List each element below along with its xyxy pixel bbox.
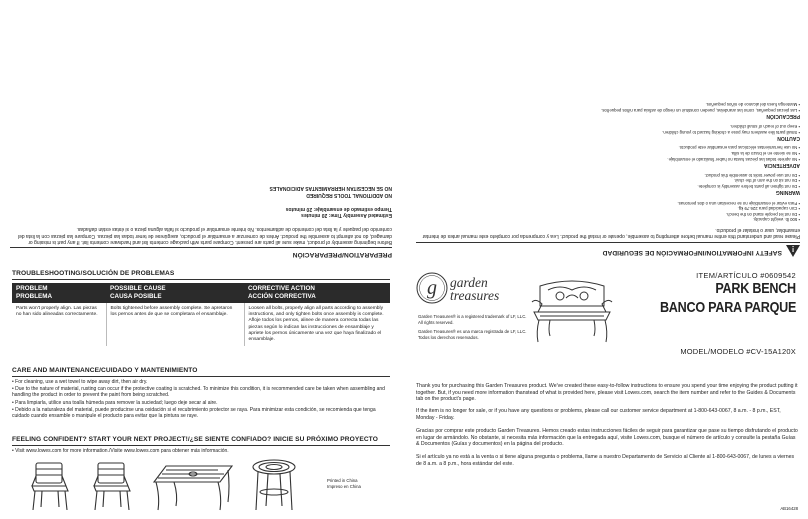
tools-en: NO ADDITIONAL TOOLS REQUIRED [306,191,392,198]
rectangular-table-illustration [152,462,234,517]
thanks-en: Thank you for purchasing this Garden Treasures product. We've created these easy-to-follow instructions to ensure you spend your time enjoying the product putting it together. But, if you need more information thanstead of what is provided here, please visit Lowes.com, search the item number and refer to the Guides & Documents tab on the product's page. [416,383,798,402]
advertencia-item: • No apriete todas las piezas hasta no haber finalizado el ensamblaje. [667,156,800,162]
item-number: ITEM/ARTÍCULO #0609542 [696,271,796,280]
table-header-problem: PROBLEM PROBLEMA [12,283,106,303]
svg-text:!: ! [791,245,795,253]
contact-es: Si el artículo ya no está a la venta o si tiene alguna pregunta o problema, llame a nuestro Departamento de Servicio al Cliente al 1-800-643-0067, de lunes a viernes de 8 a.m. a 8 p.m., hora estándar del este. [416,454,795,467]
care-item: • Due to the nature of material, rusting can occur if the protective coating is scratched. To minimize this condition, it is recommended care be taken when assembling and handling the product in order to prevent the paint from being scratched. [12,386,390,398]
tools-es: NO SE NECESITAN HERRAMIENTAS ADICIONALES [269,185,392,192]
preparation-title: PREPARATION/PREPARACIÓN [292,251,392,258]
safety-title: SAFETY INFORMATION/INFORMACIÓN DE SEGURIDAD [602,249,782,256]
thanks-es: Gracias por comprar este producto Garden Treasures. Hemos creado estas instrucciones fáciles de seguir para garantizar que pase su tiempo disfrutando el producto en lugar de armándolo. No obstante, si necesita más información que la entregada aquí, visite Lowes.com, busque el número de artículo y consulte la pestaña Guías & Documentos (Guías y documentos) en la página del producto. [416,428,798,447]
logo-line2: treasures [450,288,500,303]
warning-item: • Do not tighten all parts before assembly is complete. [697,183,800,189]
warning-item: • Do not sit on the arm of the chair. [734,178,800,184]
caution-title: CAUTION [777,134,800,141]
projects-title: FEELING CONFIDENT? START YOUR NEXT PROJECT!/¿SE SIENTE CONFIADO? INICIE SU PRÓXIMO PROYECTO [12,436,378,443]
brand-logo [416,268,526,308]
precaucion-title: PRECAUCIÓN [766,113,800,120]
table-header-action: CORRECTIVE ACTION ACCIÓN CORRECTIVA [244,283,390,303]
table-cell: Bolts tightened before assembly complete. Se apretaron los pernos antes de que se completara el ensamblaje. [106,303,244,346]
table-cell: Parts won't properly align. Las piezas no han sido alineadas correctamente. [12,303,106,346]
care-item: • For cleaning, use a wet towel to wipe away dirt, then air dry. [12,379,390,385]
product-name-en: PARK BENCH [715,280,796,297]
warning-title: WARNING [775,189,800,196]
preparation-text: Before beginning assembly of product, make sure all parts are present. Compare parts with package contents list and hardware contents list. If any part is missing or damaged, do not attempt to assemble the product. Antes de comenzar a ensamblar el producto, asegúrese de tener todas las piezas. Compare las piezas con la lista del contenido del paquete y la lista del contenido de aditamentos. No intente ensamblar el producto si falta alguna pieza o si éstas están dañadas. [17,226,392,245]
bench-illustration [530,276,614,349]
troubleshooting-title: TROUBLESHOOTING/SOLUCIÓN DE PROBLEMAS [12,270,175,277]
safety-item: • Con capacidad para 226.79 kg. [737,206,800,212]
precaucion-item: • Las piezas pequeñas, como las arandelas, pueden constituir un riesgo de asfixia para niños pequeños. [601,108,800,114]
safety-intro: Please read and understand this entire manual before attempting to assemble, operate or install the product. Lea y comprenda por completo este manual antes de intentar ensamblar, usar o instalar el producto. [422,226,800,239]
logo-letter: g [427,277,437,299]
precaucion-item: • Mantenga fuera del alcance de niños pequeños. [705,102,800,108]
assembly-time-en: Estimated Assembly Time: 20 minutes [301,212,392,219]
chair-illustration [90,460,134,517]
product-name-es: BANCO PARA PARQUE [659,299,796,316]
table-cell: Loosen all bolts, properly align all parts according to assembly instructions, and only tighten bolts once assembly is complete. Afloje todos los pernos, alinee de manera correcta todas las piezas según lo indican las instrucciones de ensamblaje y apriete los pernos únicamente una vez que haya finalizado el ensamblaje. [248,306,384,343]
projects-rule [12,445,390,446]
safety-item: • Para evitar el ensamblaje no se necesitan una o dos personas. [677,200,800,206]
projects-text: • Visit www.lowes.com for more information./Visite www.lowes.com para obtener más información. [12,448,229,454]
care-item: • Debido a la naturaleza del material, puede producirse una oxidación si el recubrimiento protector se raya. Para minimizar esta condición, se recomienda que tenga cuidado cuando ensamble o manipule el producto para evitar que la pintura se raye. [12,407,390,419]
safety-section [416,8,800,258]
care-rule [12,376,390,377]
table-row [12,303,390,346]
safety-item: • Do not let people stand on the bench. [725,211,800,217]
document-code: AB16428 [780,506,798,511]
care-item: • Para limpiarla, utilice una toalla húmeda para remover la suciedad; luego deje secar al aire. [12,400,390,406]
warning-item: • Do not use power tools to assemble this product. [704,172,800,178]
model-number: MODEL/MODELO #CV-15A120X [680,347,796,356]
troubleshooting-table [12,283,390,346]
care-title: CARE AND MAINTENANCE/CUIDADO Y MANTENIMIENTO [12,367,198,374]
safety-rule [416,242,800,243]
trademark-es: Garden Treasures® es una marca registrada de LF, LLC. Todos los derechos reservados. [418,329,527,340]
assembly-time-es: Tiempo estimado de ensamblaje: 20 minutos [285,205,392,212]
caution-item: • Keep out of reach of small children. [729,123,800,129]
troubleshooting-rule [12,279,390,280]
printed-in-en: Printed in China [327,478,358,483]
trademark-en: Garden Treasures® is a registered trademark of LF, LLC. All rights reserved. [418,314,527,325]
printed-in-es: Impreso en China [327,484,361,489]
round-table-illustration [250,458,298,517]
contact-en: If the item is no longer for sale, or if you have any questions or problems, please call our customer service department at 1-800-643-0067, 8 a.m. - 8 p.m., EST, Monday - Friday. [416,408,781,421]
care-list [12,379,390,420]
caution-item: • Small parts like washers may pose a choking hazard to young children. [662,129,800,135]
logo-line1: garden [450,275,488,290]
advertencia-item: • No use herramientas eléctricas para ensamblar este producto. [678,145,800,151]
preparation-rule [10,247,392,248]
chair-illustration [28,460,72,517]
advertencia-title: ADVERTENCIA [763,161,800,168]
safety-item: • 500 lb. weight capacity. [752,217,800,223]
preparation-section [10,158,392,258]
table-header-cause: POSSIBLE CAUSE CAUSA POSIBLE [106,283,244,303]
advertencia-item: • No se siente en el brazo de la silla. [730,151,800,157]
